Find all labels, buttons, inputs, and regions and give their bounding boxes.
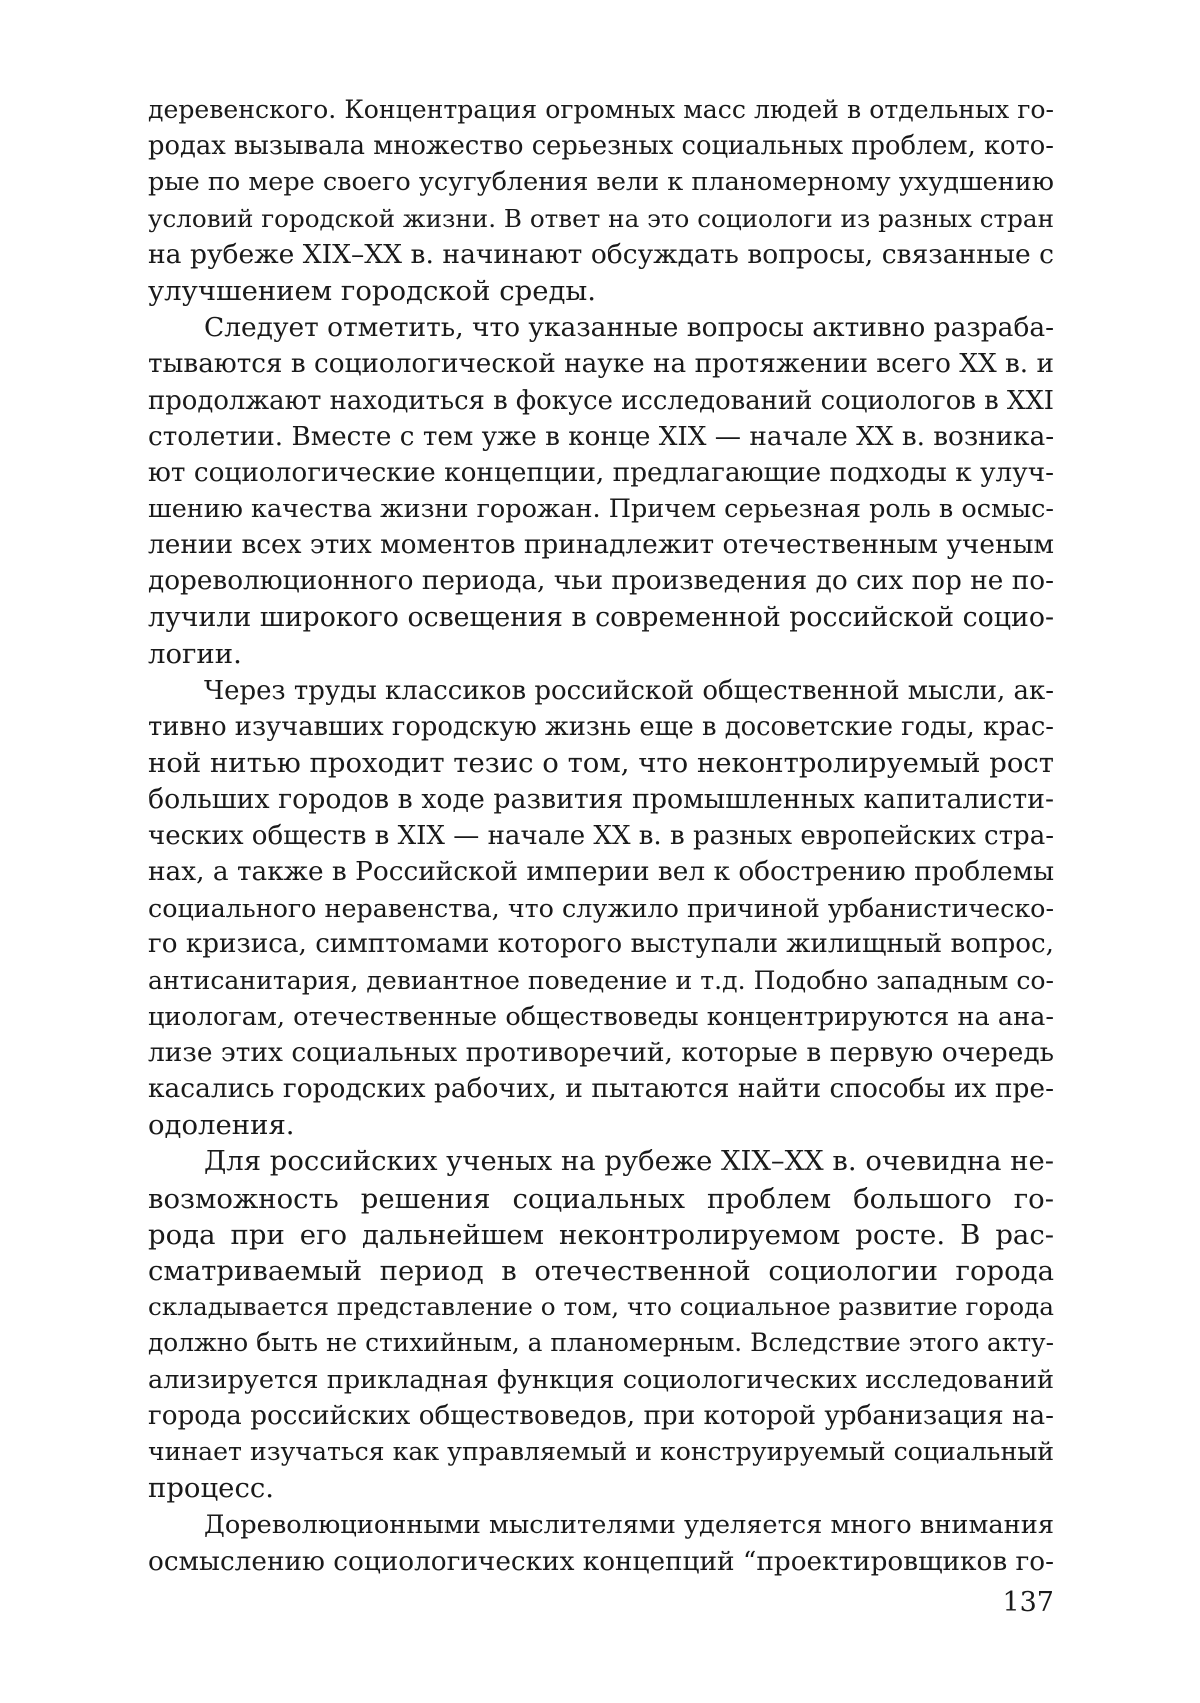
text-line: возможность решения социальных проблем большого го-: [148, 1181, 1054, 1217]
text-line: Для российских ученых на рубеже XIX–XX в. очевидна не-: [148, 1144, 1054, 1180]
text-line: продолжают находиться в фокусе исследований социологов в XXI: [148, 383, 1054, 419]
text-line: чинает изучаться как управляемый и конструируемый социальный: [148, 1434, 1054, 1470]
text-line: лении всех этих моментов принадлежит отечественным ученым: [148, 527, 1054, 563]
text-line: социального неравенства, что служило причиной урбанистическо-: [148, 890, 1054, 926]
text-line: должно быть не стихийным, а планомерным. Вследствие этого акту-: [148, 1325, 1054, 1361]
text-line: сматриваемый период в отечественной социологии города: [148, 1253, 1054, 1289]
text-line: логии.: [148, 636, 1054, 672]
text-line: столетии. Вместе с тем уже в конце XIX — начале XX в. возника-: [148, 419, 1054, 455]
text-line: больших городов в ходе развития промышленных капиталисти-: [148, 782, 1054, 818]
text-line: рода при его дальнейшем неконтролируемом росте. В рас-: [148, 1217, 1054, 1253]
text-line: Следует отметить, что указанные вопросы активно разраба-: [148, 310, 1054, 346]
text-line: осмыслению социологических концепций “проектировщиков го-: [148, 1544, 1054, 1580]
text-line: складывается представление о том, что социальное развитие города: [148, 1289, 1054, 1325]
paragraph-5: [148, 1507, 1054, 1579]
text-line: лучили широкого освещения в современной российской социо-: [148, 600, 1054, 636]
text-line: тываются в социологической науке на протяжении всего XX в. и: [148, 346, 1054, 382]
text-line: на рубеже XIX–XX в. начинают обсуждать вопросы, связанные с: [148, 237, 1054, 273]
paragraph-2: [148, 310, 1054, 672]
paragraph-4: [148, 1144, 1054, 1506]
text-line: антисанитария, девиантное поведение и т.д. Подобно западным со-: [148, 963, 1054, 999]
paragraph-3: [148, 673, 1054, 1143]
paragraph-1: [148, 92, 1054, 309]
body-text: [148, 92, 1054, 1580]
text-line: одоления.: [148, 1107, 1054, 1143]
text-line: улучшением городской среды.: [148, 273, 1054, 309]
text-line: ческих обществ в XIX — начале XX в. в разных европейских стра-: [148, 818, 1054, 854]
text-line: условий городской жизни. В ответ на это социологи из разных стран: [148, 201, 1054, 237]
text-line: процесс.: [148, 1470, 1054, 1506]
book-page: [0, 0, 1200, 1703]
page-number: 137: [1002, 1587, 1054, 1619]
text-line: деревенского. Концентрация огромных масс людей в отдельных го-: [148, 92, 1054, 128]
text-line: Дореволюционными мыслителями уделяется много внимания: [148, 1507, 1054, 1543]
text-line: лизе этих социальных противоречий, которые в первую очередь: [148, 1035, 1054, 1071]
text-line: касались городских рабочих, и пытаются найти способы их пре-: [148, 1071, 1054, 1107]
text-line: тивно изучавших городскую жизнь еще в досоветские годы, крас-: [148, 709, 1054, 745]
text-line: рые по мере своего усугубления вели к планомерному ухудшению: [148, 164, 1054, 200]
text-line: Через труды классиков российской общественной мысли, ак-: [148, 673, 1054, 709]
text-line: ной нитью проходит тезис о том, что неконтролируемый рост: [148, 745, 1054, 781]
text-line: шению качества жизни горожан. Причем серьезная роль в осмыс-: [148, 491, 1054, 527]
text-line: го кризиса, симптомами которого выступали жилищный вопрос,: [148, 926, 1054, 962]
text-line: нах, а также в Российской империи вел к обострению проблемы: [148, 854, 1054, 890]
text-line: ют социологические концепции, предлагающие подходы к улуч-: [148, 455, 1054, 491]
text-line: города российских обществоведов, при которой урбанизация на-: [148, 1398, 1054, 1434]
text-line: дореволюционного периода, чьи произведения до сих пор не по-: [148, 563, 1054, 599]
text-line: ализируется прикладная функция социологических исследований: [148, 1362, 1054, 1398]
text-line: циологам, отечественные обществоведы концентрируются на ана-: [148, 999, 1054, 1035]
text-line: родах вызывала множество серьезных социальных проблем, кото-: [148, 128, 1054, 164]
